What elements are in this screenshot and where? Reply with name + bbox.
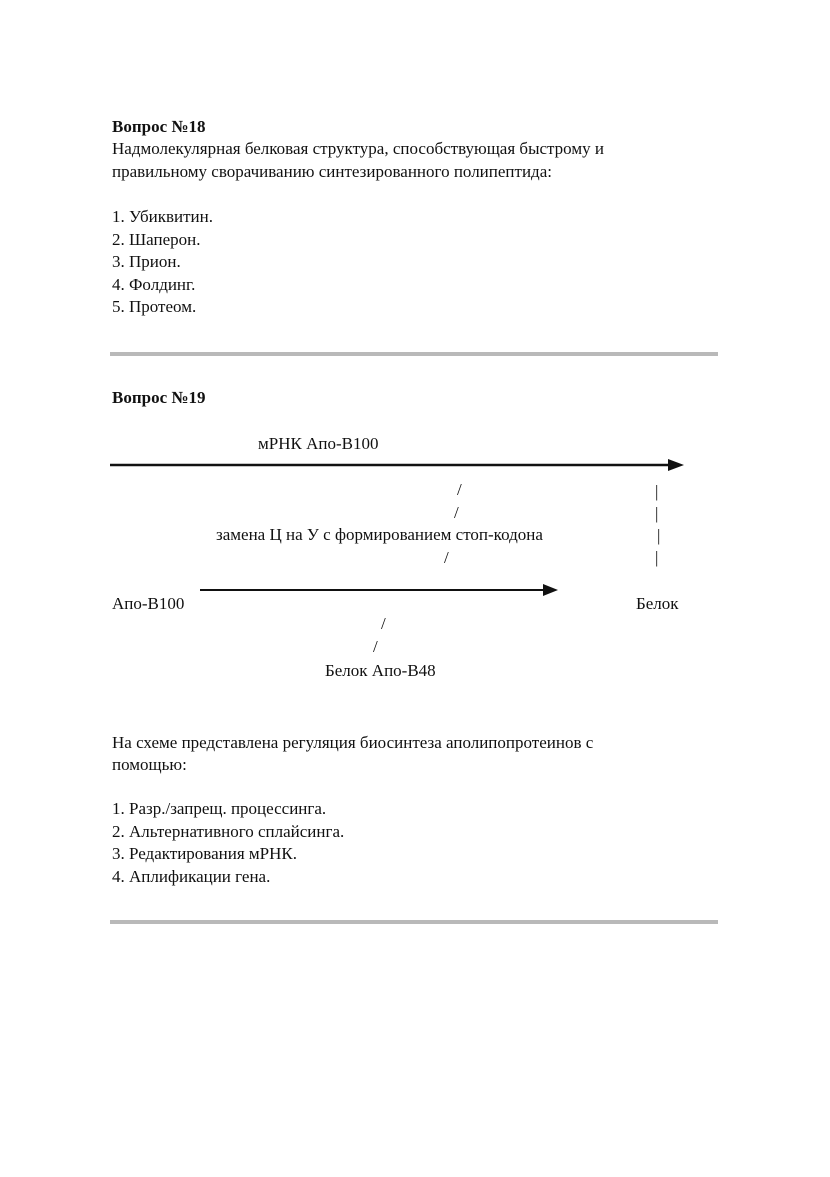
q19-option-1: 1. Разр./запрещ. процессинга. xyxy=(112,799,327,818)
divider-2 xyxy=(110,920,718,924)
question-19-text-line-1: На схеме представлена регуляция биосинтеза аполипопротеинов с xyxy=(112,733,594,752)
slash-mark: / xyxy=(381,614,386,633)
mrna-apo-b100-label: мРНК Апо-В100 xyxy=(258,434,379,453)
q18-option-5: 5. Протеом. xyxy=(112,297,197,316)
q18-option-3: 3. Прион. xyxy=(112,252,181,271)
bar-mark: | xyxy=(655,504,659,523)
bar-mark: | xyxy=(655,548,659,567)
question-18-text-line-1: Надмолекулярная белковая структура, способствующая быстрому и xyxy=(112,139,604,158)
slash-mark: / xyxy=(444,548,449,567)
protein-apo-b48-label: Белок Апо-В48 xyxy=(325,661,436,680)
q18-option-2: 2. Шаперон. xyxy=(112,230,201,249)
q18-option-1: 1. Убиквитин. xyxy=(112,207,213,226)
slash-mark: / xyxy=(454,503,459,522)
question-18-title: Вопрос №18 xyxy=(112,117,206,136)
question-19-title: Вопрос №19 xyxy=(112,388,206,407)
question-18-text-line-2: правильному сворачиванию синтезированного полипептида: xyxy=(112,162,552,181)
q18-option-4: 4. Фолдинг. xyxy=(112,275,196,294)
q19-option-2: 2. Альтернативного сплайсинга. xyxy=(112,822,345,841)
q19-option-3: 3. Редактирования мРНК. xyxy=(112,844,297,863)
apo-b100-label: Апо-В100 xyxy=(112,594,185,613)
apo-b48-arrowhead xyxy=(543,584,558,596)
bar-mark: | xyxy=(655,482,659,501)
mrna-arrowhead xyxy=(668,459,684,471)
bar-mark: | xyxy=(657,526,661,545)
protein-label: Белок xyxy=(636,594,679,613)
q19-option-4: 4. Аплификации гена. xyxy=(112,867,271,886)
question-19-text-line-2: помощью: xyxy=(112,755,187,774)
substitution-label: замена Ц на У с формированием стоп-кодона xyxy=(216,525,543,544)
slash-mark: / xyxy=(457,480,462,499)
slash-mark: / xyxy=(373,637,378,656)
